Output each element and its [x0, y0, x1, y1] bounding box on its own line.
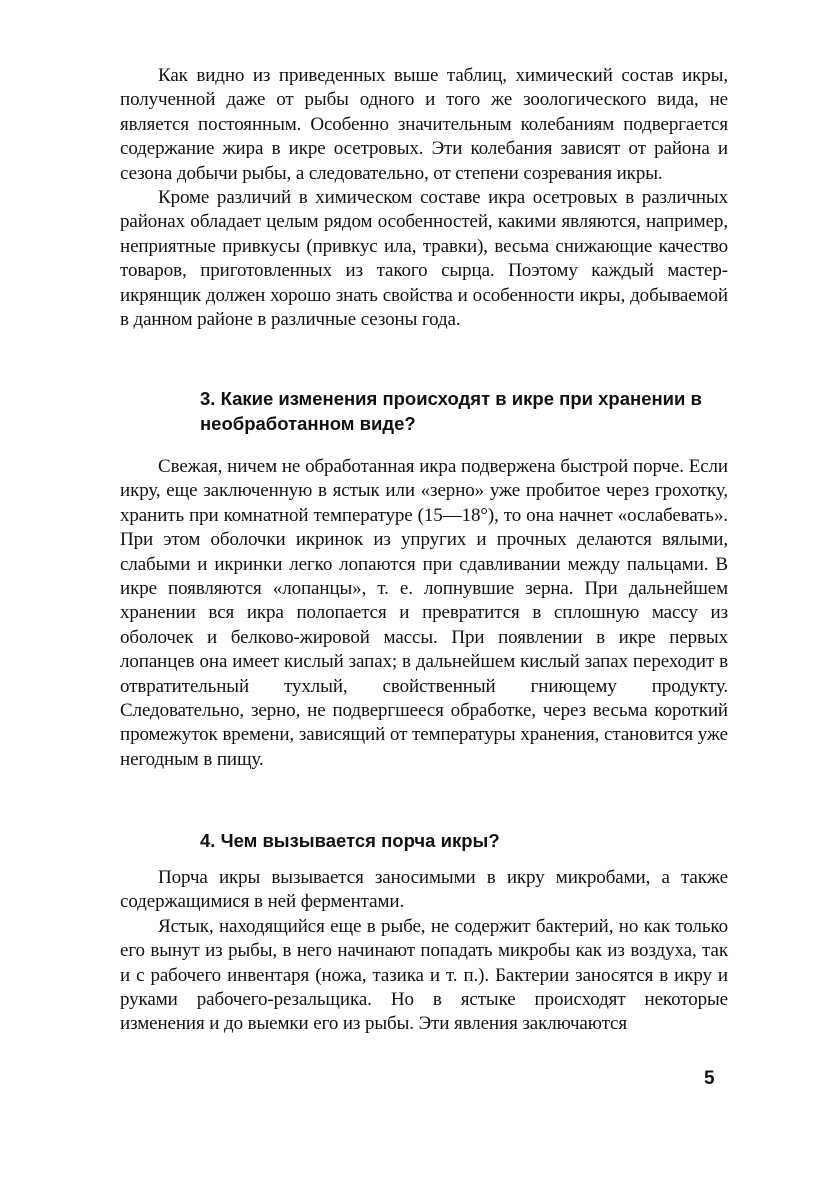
paragraph-spoilage-unprocessed: Свежая, ничем не обработанная икра подвержена быстрой порче. Если икру, еще заключенную в ястык или «зерно» уже пробитое через грохотку, хранить при комнатной температуре (15—18°), то она начнет «ослабевать». При этом оболочки икринок из упругих и прочных делаются вялыми, слабыми и икринки легко лопаются при сдавливании между пальцами. В икре появляются «лопанцы», т. е. лопнувшие зерна. При дальнейшем хранении вся икра полопается и превратится в сплошную массу из оболочек и белково-жировой массы. При появлении в икре первых лопанцев она имеет кислый запах; в дальнейшем кислый запах переходит в отвратительный тухлый, свойственный гниющему продукту. Следовательно, зерно, не подвергшееся обработке, через весьма короткий промежуток времени, зависящий от температуры хранения, становится уже негодным в пищу. — [120, 456, 728, 770]
paragraph-regional-differences: Кроме различий в химическом составе икра осетровых в различных районах обладает целым рядом особенностей, какими являются, например, неприятные привкусы (привкус ила, травки), весьма снижающие качество товаров, приготовленных из такого сырца. Поэтому каждый мастер-икрянщик должен хорошо знать свойства и особенности икры, добываемой в данном районе в различные сезоны года. — [120, 187, 728, 331]
section-intro — [120, 64, 728, 332]
paragraph-chemical-composition: Как видно из приведенных выше таблиц, химический состав икры, полученной даже от рыбы одного и того же зоологического вида, не является постоянным. Особенно значительным колебаниям подвергается содержание жира в икре осетровых. Эти колебания зависят от района и сезона добычи рыбы, а следовательно, от степени созревания икры. — [120, 65, 728, 184]
section-4-body — [120, 866, 728, 1037]
heading-section-3: 3. Какие изменения происходят в икре при хранении в необработанном виде? — [200, 388, 702, 434]
page-number: 5 — [704, 1068, 715, 1089]
paragraph-spoilage-causes: Порча икры вызывается заносимыми в икру микробами, а также содержащимися в ней ферментами. — [120, 867, 728, 913]
section-3-body — [120, 455, 728, 772]
paragraph-bacteria: Ястык, находящийся еще в рыбе, не содержит бактерий, но как только его вынут из рыбы, в него начинают попадать микробы как из воздуха, так и с рабочего инвентаря (ножа, тазика и т. п.). Бактерии заносятся в икру и руками рабочего-резальщика. Но в ястыке происходят некоторые изменения и до выемки его из рыбы. Эти явления заключаются — [120, 915, 728, 1035]
heading-section-4: 4. Чем вызывается порча икры? — [200, 830, 500, 851]
